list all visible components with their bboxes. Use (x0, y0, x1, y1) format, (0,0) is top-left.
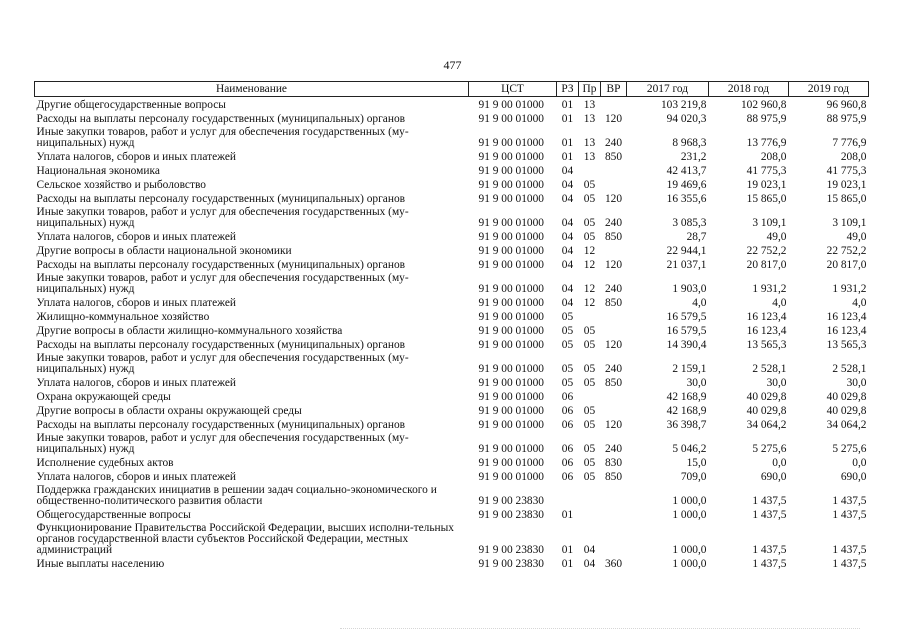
row-vr: 120 (604, 339, 623, 351)
table-row (35, 351, 869, 375)
row-2018: 15 865,0 (746, 193, 787, 205)
row-2018: 5 275,6 (752, 443, 787, 455)
row-2019: 96 960,8 (826, 99, 867, 111)
header-rz: РЗ (557, 82, 579, 97)
row-cst: 91 9 00 01000 (478, 217, 544, 229)
table-row (35, 191, 869, 205)
row-vr: 850 (604, 151, 623, 163)
row-2018: 88 975,9 (746, 113, 787, 125)
row-name: Национальная экономика (36, 165, 160, 177)
row-name: Иные закупки товаров, работ и услуг для обеспечения государственных (му-ниципальных) нужд (36, 126, 409, 149)
row-2017: 3 085,3 (672, 217, 707, 229)
row-2018: 22 752,2 (746, 245, 787, 257)
row-2018: 41 775,3 (746, 165, 787, 177)
row-pr: 05 (583, 457, 596, 469)
row-pr: 04 (583, 558, 596, 570)
row-pr: 13 (583, 113, 596, 125)
row-rz: 04 (561, 217, 574, 229)
row-vr: 850 (604, 377, 623, 389)
row-rz: 01 (561, 99, 574, 111)
row-2019: 16 123,4 (826, 311, 867, 323)
row-cst: 91 9 00 01000 (478, 325, 544, 337)
header-name: Наименование (35, 82, 469, 97)
table-row (35, 403, 869, 417)
row-rz: 06 (561, 457, 574, 469)
row-2017: 30,0 (686, 377, 707, 389)
row-pr (579, 163, 601, 177)
row-2019: 16 123,4 (826, 325, 867, 337)
row-2017: 16 579,5 (666, 325, 707, 337)
row-rz: 04 (561, 283, 574, 295)
row-2019: 19 023,1 (826, 179, 867, 191)
row-cst: 91 9 00 01000 (478, 193, 544, 205)
row-pr: 05 (583, 325, 596, 337)
row-2018: 1 437,5 (752, 509, 787, 521)
row-2017: 16 579,5 (666, 311, 707, 323)
row-cst: 91 9 00 01000 (478, 151, 544, 163)
row-vr (601, 483, 627, 507)
row-cst: 91 9 00 01000 (478, 443, 544, 455)
scan-artifact (340, 628, 860, 633)
row-2017: 2 159,1 (672, 363, 707, 375)
row-vr: 240 (604, 217, 623, 229)
row-2018: 1 931,2 (752, 283, 787, 295)
row-rz: 01 (561, 558, 574, 570)
row-name: Иные выплаты населению (36, 558, 165, 570)
row-rz: 06 (561, 443, 574, 455)
row-name: Поддержка гражданских инициатив в решении задач социально-экономического и общественно-политического развития области (36, 484, 437, 507)
row-vr: 240 (604, 443, 623, 455)
row-2019: 5 275,6 (832, 443, 867, 455)
row-2017: 42 168,9 (666, 405, 707, 417)
row-2017: 709,0 (680, 471, 707, 483)
row-2017: 94 020,3 (666, 113, 707, 125)
row-rz: 01 (561, 509, 574, 521)
row-name: Расходы на выплаты персоналу государственных (муниципальных) органов (36, 193, 406, 205)
row-2017: 14 390,4 (666, 339, 707, 351)
row-cst: 91 9 00 01000 (478, 165, 544, 177)
row-rz: 05 (561, 363, 574, 375)
row-vr: 850 (604, 231, 623, 243)
row-2019: 7 776,9 (832, 137, 867, 149)
table-row (35, 483, 869, 507)
row-2019: 1 437,5 (832, 509, 867, 521)
row-cst: 91 9 00 01000 (478, 471, 544, 483)
row-vr (601, 521, 627, 556)
row-pr: 13 (583, 137, 596, 149)
row-rz: 04 (561, 259, 574, 271)
row-vr (601, 177, 627, 191)
row-2019: 34 064,2 (826, 419, 867, 431)
table-row (35, 337, 869, 351)
row-rz: 01 (561, 544, 574, 556)
table-row (35, 125, 869, 149)
row-cst: 91 9 00 23830 (478, 495, 544, 507)
row-2018: 30,0 (766, 377, 787, 389)
row-2018: 1 437,5 (752, 495, 787, 507)
row-2017: 5 046,2 (672, 443, 707, 455)
row-cst: 91 9 00 01000 (478, 457, 544, 469)
table-row (35, 455, 869, 469)
row-2019: 49,0 (846, 231, 867, 243)
row-2018: 2 528,1 (752, 363, 787, 375)
table-row (35, 177, 869, 191)
row-pr: 12 (583, 259, 596, 271)
row-pr: 13 (583, 99, 596, 111)
row-vr: 240 (604, 137, 623, 149)
row-pr: 05 (583, 179, 596, 191)
row-rz: 04 (561, 179, 574, 191)
row-2018: 4,0 (772, 297, 787, 309)
row-2017: 1 000,0 (672, 544, 707, 556)
row-2017: 19 469,6 (666, 179, 707, 191)
row-name: Иные закупки товаров, работ и услуг для обеспечения государственных (му-ниципальных) нужд (36, 206, 409, 229)
row-rz: 01 (561, 151, 574, 163)
row-pr: 05 (583, 217, 596, 229)
header-vr: ВР (601, 82, 627, 97)
row-pr: 13 (583, 151, 596, 163)
row-name: Расходы на выплаты персоналу государственных (муниципальных) органов (36, 113, 406, 125)
row-vr: 120 (604, 193, 623, 205)
row-vr: 240 (604, 283, 623, 295)
row-cst: 91 9 00 01000 (478, 419, 544, 431)
row-name: Расходы на выплаты персоналу государственных (муниципальных) органов (36, 339, 406, 351)
row-2019: 41 775,3 (826, 165, 867, 177)
row-2017: 42 168,9 (666, 391, 707, 403)
row-pr (579, 483, 601, 507)
row-vr (601, 403, 627, 417)
row-name: Расходы на выплаты персоналу государственных (муниципальных) органов (36, 259, 406, 271)
row-vr: 120 (604, 259, 623, 271)
row-vr (601, 389, 627, 403)
row-cst: 91 9 00 01000 (478, 137, 544, 149)
row-2019: 1 931,2 (832, 283, 867, 295)
table-row (35, 556, 869, 570)
row-2018: 40 029,8 (746, 391, 787, 403)
row-2017: 28,7 (686, 231, 707, 243)
table-row (35, 243, 869, 257)
row-2017: 1 000,0 (672, 495, 707, 507)
row-vr: 850 (604, 471, 623, 483)
row-vr: 830 (604, 457, 623, 469)
row-vr: 120 (604, 419, 623, 431)
row-pr: 12 (583, 297, 596, 309)
table-row (35, 97, 869, 112)
header-cst: ЦСТ (469, 82, 557, 97)
row-pr: 05 (583, 363, 596, 375)
row-vr (601, 507, 627, 521)
table-row (35, 257, 869, 271)
table-row (35, 375, 869, 389)
row-2019: 40 029,8 (826, 391, 867, 403)
table-row (35, 271, 869, 295)
row-2018: 690,0 (760, 471, 787, 483)
row-2017: 22 944,1 (666, 245, 707, 257)
row-rz (557, 483, 579, 507)
row-vr: 360 (604, 558, 623, 570)
row-pr (579, 389, 601, 403)
row-2018: 1 437,5 (752, 544, 787, 556)
row-cst: 91 9 00 01000 (478, 259, 544, 271)
row-rz: 01 (561, 137, 574, 149)
table-row (35, 417, 869, 431)
header-2018: 2018 год (709, 82, 789, 97)
row-vr: 240 (604, 363, 623, 375)
table-row (35, 469, 869, 483)
table-row (35, 389, 869, 403)
row-2017: 15,0 (686, 457, 707, 469)
row-pr: 05 (583, 405, 596, 417)
row-name: Иные закупки товаров, работ и услуг для обеспечения государственных (му-ниципальных) нужд (36, 432, 409, 455)
row-2017: 8 968,3 (672, 137, 707, 149)
row-pr: 05 (583, 377, 596, 389)
row-2018: 208,0 (760, 151, 787, 163)
header-2019: 2019 год (789, 82, 869, 97)
row-2017: 21 037,1 (666, 259, 707, 271)
table-row (35, 521, 869, 556)
row-pr: 12 (583, 245, 596, 257)
row-pr: 12 (583, 283, 596, 295)
table-row (35, 111, 869, 125)
row-rz: 01 (561, 113, 574, 125)
row-vr: 120 (604, 113, 623, 125)
row-2019: 22 752,2 (826, 245, 867, 257)
row-cst: 91 9 00 23830 (478, 509, 544, 521)
row-2018: 102 960,8 (740, 99, 787, 111)
table-row (35, 431, 869, 455)
row-rz: 05 (561, 377, 574, 389)
row-2017: 231,2 (680, 151, 707, 163)
row-2019: 208,0 (840, 151, 867, 163)
row-name: Другие вопросы в области национальной экономики (36, 245, 292, 257)
table-row (35, 149, 869, 163)
row-2019: 1 437,5 (832, 558, 867, 570)
row-2019: 20 817,0 (826, 259, 867, 271)
row-2018: 16 123,4 (746, 325, 787, 337)
row-cst: 91 9 00 01000 (478, 113, 544, 125)
row-name: Иные закупки товаров, работ и услуг для обеспечения государственных (му-ниципальных) нужд (36, 272, 409, 295)
header-2017: 2017 год (627, 82, 709, 97)
row-name: Уплата налогов, сборов и иных платежей (36, 297, 236, 309)
row-name: Уплата налогов, сборов и иных платежей (36, 151, 236, 163)
table-row (35, 507, 869, 521)
row-2019: 13 565,3 (826, 339, 867, 351)
row-vr (601, 309, 627, 323)
row-2017: 42 413,7 (666, 165, 707, 177)
row-2019: 2 528,1 (832, 363, 867, 375)
row-2018: 49,0 (766, 231, 787, 243)
row-rz: 06 (561, 391, 574, 403)
row-name: Функционирование Правительства Российской Федерации, высших исполни-тельных органов государственной власти субъектов Российской Федерации, местных администраций (36, 522, 454, 556)
row-rz: 04 (561, 245, 574, 257)
table-row (35, 229, 869, 243)
row-pr (579, 507, 601, 521)
row-cst: 91 9 00 01000 (478, 377, 544, 389)
row-2018: 34 064,2 (746, 419, 787, 431)
row-2018: 13 776,9 (746, 137, 787, 149)
budget-table (34, 81, 869, 570)
table-row (35, 323, 869, 337)
row-pr: 05 (583, 419, 596, 431)
table-row (35, 205, 869, 229)
row-cst: 91 9 00 01000 (478, 297, 544, 309)
row-2017: 1 000,0 (672, 509, 707, 521)
row-2019: 15 865,0 (826, 193, 867, 205)
row-2017: 1 903,0 (672, 283, 707, 295)
row-cst: 91 9 00 01000 (478, 99, 544, 111)
row-2018: 16 123,4 (746, 311, 787, 323)
row-2018: 20 817,0 (746, 259, 787, 271)
row-2017: 103 219,8 (660, 99, 707, 111)
row-name: Другие вопросы в области жилищно-коммунального хозяйства (36, 325, 343, 337)
table-row (35, 163, 869, 177)
row-2018: 40 029,8 (746, 405, 787, 417)
row-vr: 850 (604, 297, 623, 309)
row-2019: 40 029,8 (826, 405, 867, 417)
row-2018: 19 023,1 (746, 179, 787, 191)
row-cst: 91 9 00 23830 (478, 558, 544, 570)
row-name: Общегосударственные вопросы (36, 509, 191, 521)
row-2019: 1 437,5 (832, 544, 867, 556)
row-cst: 91 9 00 01000 (478, 231, 544, 243)
row-name: Сельское хозяйство и рыболовство (36, 179, 206, 191)
row-2019: 30,0 (846, 377, 867, 389)
row-cst: 91 9 00 01000 (478, 179, 544, 191)
row-name: Уплата налогов, сборов и иных платежей (36, 231, 236, 243)
row-vr (601, 323, 627, 337)
row-cst: 91 9 00 01000 (478, 339, 544, 351)
row-rz: 04 (561, 297, 574, 309)
row-2017: 1 000,0 (672, 558, 707, 570)
row-rz: 06 (561, 471, 574, 483)
row-2019: 1 437,5 (832, 495, 867, 507)
row-rz: 04 (561, 193, 574, 205)
row-vr (601, 97, 627, 112)
row-2017: 16 355,6 (666, 193, 707, 205)
row-2019: 0,0 (852, 457, 867, 469)
row-rz: 04 (561, 165, 574, 177)
row-name: Другие вопросы в области охраны окружающей среды (36, 405, 302, 417)
row-cst: 91 9 00 01000 (478, 283, 544, 295)
row-name: Иные закупки товаров, работ и услуг для обеспечения государственных (му-ниципальных) нужд (36, 352, 409, 375)
table-row (35, 309, 869, 323)
row-rz: 05 (561, 325, 574, 337)
row-2018: 3 109,1 (752, 217, 787, 229)
row-pr: 05 (583, 443, 596, 455)
row-rz: 04 (561, 231, 574, 243)
row-pr (579, 309, 601, 323)
row-2019: 4,0 (852, 297, 867, 309)
row-rz: 06 (561, 405, 574, 417)
table-row (35, 295, 869, 309)
row-pr: 05 (583, 193, 596, 205)
row-vr (601, 243, 627, 257)
row-2017: 36 398,7 (666, 419, 707, 431)
row-name: Уплата налогов, сборов и иных платежей (36, 471, 236, 483)
row-rz: 05 (561, 311, 574, 323)
row-2017: 4,0 (692, 297, 707, 309)
row-pr: 05 (583, 471, 596, 483)
row-pr: 05 (583, 231, 596, 243)
row-cst: 91 9 00 23830 (478, 544, 544, 556)
row-2018: 13 565,3 (746, 339, 787, 351)
row-2019: 690,0 (840, 471, 867, 483)
row-rz: 06 (561, 419, 574, 431)
row-vr (601, 163, 627, 177)
row-cst: 91 9 00 01000 (478, 245, 544, 257)
row-2019: 88 975,9 (826, 113, 867, 125)
row-cst: 91 9 00 01000 (478, 363, 544, 375)
row-2018: 0,0 (772, 457, 787, 469)
row-cst: 91 9 00 01000 (478, 391, 544, 403)
row-name: Жилищно-коммунальное хозяйство (36, 311, 210, 323)
header-pr: Пр (579, 82, 601, 97)
table-header-row (35, 82, 869, 97)
row-rz: 05 (561, 339, 574, 351)
row-2019: 3 109,1 (832, 217, 867, 229)
row-2018: 1 437,5 (752, 558, 787, 570)
row-name: Расходы на выплаты персоналу государственных (муниципальных) органов (36, 419, 406, 431)
page-number: 477 (443, 58, 462, 72)
row-name: Другие общегосударственные вопросы (36, 99, 226, 111)
row-pr: 04 (583, 544, 596, 556)
row-cst: 91 9 00 01000 (478, 311, 544, 323)
row-name: Охрана окружающей среды (36, 391, 171, 403)
row-name: Уплата налогов, сборов и иных платежей (36, 377, 236, 389)
row-cst: 91 9 00 01000 (478, 405, 544, 417)
row-pr: 05 (583, 339, 596, 351)
row-name: Исполнение судебных актов (36, 457, 174, 469)
